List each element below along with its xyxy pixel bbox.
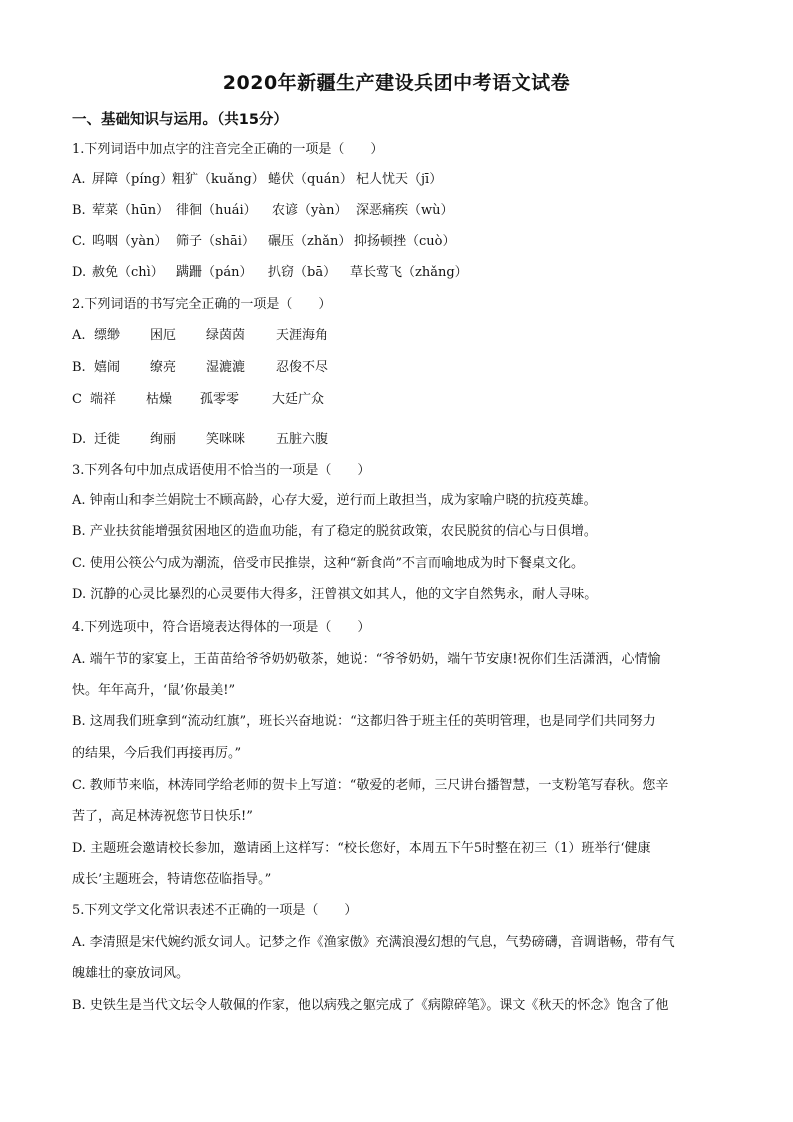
option-item: 五脏六腹	[276, 432, 329, 447]
q4-line: 成长’主题班会，特请您莅临指导。”	[72, 872, 272, 887]
option-label: D.	[72, 432, 87, 447]
option-label: B.	[72, 360, 86, 375]
option-item: 农谚（yàn）	[272, 203, 348, 218]
option-item: 缥缈	[94, 328, 121, 343]
option-item: 筛子（shāi）	[176, 234, 255, 249]
q4-line: 的结果，今后我们再接再厉。”	[72, 746, 242, 761]
q3-option-c: C. 使用公筷公勺成为潮流，倍受市民推崇，这种“新食尚”不言而喻地成为时下餐桌文化。	[72, 556, 585, 571]
option-item: 深恶痛疾（wù）	[356, 203, 454, 218]
option-label: A.	[72, 328, 86, 343]
option-item: 荤菜（hūn）	[92, 203, 170, 218]
option-item: 徘徊（huái）	[176, 203, 257, 218]
option-item: 孤零零	[200, 392, 240, 407]
section-heading: 一、基础知识与运用。（共15分）	[72, 112, 288, 128]
q4-line: B. 这周我们班拿到“流动红旗”，班长兴奋地说：“这都归咎于班主任的英明管理，也是同学们共同努力	[72, 714, 656, 729]
q5-line: 魄雄壮的豪放词风。	[72, 966, 190, 981]
option-item: 扒窃（bā）	[268, 265, 337, 280]
option-label: B.	[72, 203, 86, 218]
option-item: 碾压（zhǎn）	[268, 234, 352, 249]
q3-option-a: A. 钟南山和李兰娟院士不顾高龄，心存大爱，逆行而上敢担当，成为家喻户晓的抗疫英雄。	[72, 493, 597, 508]
option-item: 呜咽（yàn）	[92, 234, 168, 249]
option-item: 天涯海角	[276, 328, 329, 343]
option-item: 缭亮	[150, 360, 177, 375]
q3-option-d: D. 沉静的心灵比暴烈的心灵要伟大得多，汪曾祺文如其人，他的文字自然隽永，耐人寻味。	[72, 587, 598, 602]
option-item: 嬉闹	[94, 360, 121, 375]
option-label: C.	[72, 234, 86, 249]
page-title: 2020年新疆生产建设兵团中考语文试卷	[222, 72, 571, 94]
option-item: 枯燥	[146, 392, 173, 407]
q4-line: D. 主题班会邀请校长参加，邀请函上这样写：“校长您好，本周五下午5时整在初三（1）班举行‘健康	[72, 841, 651, 856]
q4-stem: 4.下列选项中，符合语境表达得体的一项是（ ）	[72, 620, 371, 635]
option-item: 绚丽	[150, 432, 177, 447]
option-item: 湿漉漉	[206, 360, 246, 375]
q5-line: B. 史铁生是当代文坛令人敬佩的作家，他以病残之躯完成了《病隙碎笔》。课文《秋天的怀念》饱含了他	[72, 998, 669, 1013]
option-item: 屏障（píng）	[92, 172, 174, 187]
q4-line: 快。年年高升，‘鼠’你最美!”	[72, 683, 236, 698]
option-label: A.	[72, 172, 86, 187]
q2-stem: 2.下列词语的书写完全正确的一项是（ ）	[72, 297, 332, 312]
option-item: 忍俊不尽	[276, 360, 329, 375]
option-item: 大廷广众	[272, 392, 325, 407]
q3-option-b: B. 产业扶贫能增强贫困地区的造血功能，有了稳定的脱贫政策，农民脱贫的信心与日俱增。	[72, 524, 597, 539]
option-item: 赦免（chì）	[92, 265, 164, 280]
q3-stem: 3.下列各句中加点成语使用不恰当的一项是（ ）	[72, 463, 371, 478]
option-label: C	[72, 392, 82, 407]
q4-line: 苦了，高足林涛祝您节日快乐!”	[72, 809, 253, 824]
option-item: 粗犷（kuǎng）	[172, 172, 265, 187]
option-item: 蹒跚（pán）	[176, 265, 253, 280]
q5-stem: 5.下列文学文化常识表述不正确的一项是（ ）	[72, 903, 358, 918]
q4-line: A. 端午节的家宴上，王苗苗给爷爷奶奶敬茶，她说：“爷爷奶奶，端午节安康!祝你们生活潇洒，心情愉	[72, 652, 661, 667]
q1-stem: 1.下列词语中加点字的注音完全正确的一项是（ ）	[72, 142, 384, 157]
q4-line: C. 教师节来临，林涛同学给老师的贺卡上写道：“敬爱的老师，三尺讲台播智慧，一支粉笔写春秋。您辛	[72, 778, 669, 793]
option-item: 草长莺飞（zhǎng）	[350, 265, 468, 280]
option-item: 笑咪咪	[206, 432, 246, 447]
option-item: 迁徙	[94, 432, 121, 447]
option-item: 端祥	[90, 392, 117, 407]
option-item: 蜷伏（quán）	[268, 172, 353, 187]
option-item: 困厄	[150, 328, 177, 343]
q5-line: A. 李清照是宋代婉约派女词人。记梦之作《渔家傲》充满浪漫幻想的气息，气势磅礴，音调谐畅，带有气	[72, 935, 675, 950]
option-item: 抑扬顿挫（cuò）	[354, 234, 456, 249]
option-item: 绿茵茵	[206, 328, 246, 343]
option-item: 杞人忧天（jī）	[356, 172, 443, 187]
option-label: D.	[72, 265, 87, 280]
